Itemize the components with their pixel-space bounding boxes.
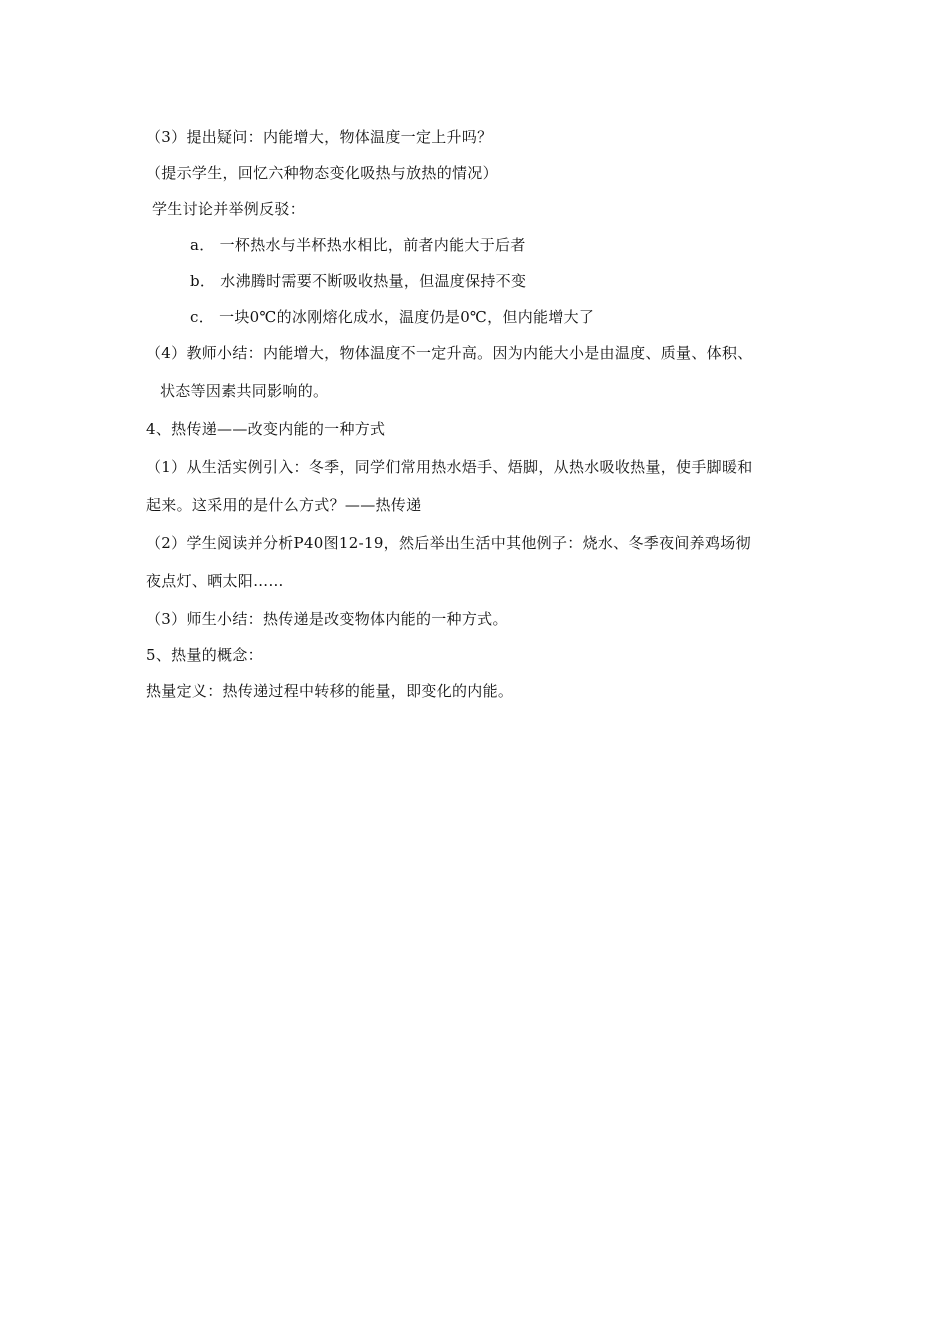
example-b: b． 水沸腾时需要不断吸收热量，但温度保持不变 bbox=[190, 272, 527, 290]
example-a: a． 一杯热水与半杯热水相比，前者内能大于后者 bbox=[190, 236, 526, 254]
heat-definition: 热量定义：热传递过程中转移的能量，即变化的内能。 bbox=[146, 682, 514, 700]
item-1: （1）从生活实例引入：冬季，同学们常用热水焐手、焐脚，从热水吸收热量，使手脚暖和 bbox=[146, 458, 753, 476]
teacher-summary: （4）教师小结：内能增大，物体温度不一定升高。因为内能大小是由温度、质量、体积、 bbox=[146, 344, 753, 362]
item-2-cont: 夜点灯、晒太阳…… bbox=[146, 572, 284, 590]
discussion-intro: 学生讨论并举例反驳： bbox=[152, 200, 306, 218]
item-3: （3）师生小结：热传递是改变物体内能的一种方式。 bbox=[146, 610, 508, 628]
question-3: （3）提出疑问：内能增大，物体温度一定上升吗？ bbox=[146, 128, 493, 146]
example-c: c． 一块0℃的冰刚熔化成水，温度仍是0℃，但内能增大了 bbox=[190, 308, 595, 326]
teacher-summary-cont: 状态等因素共同影响的。 bbox=[160, 382, 329, 400]
section-5-heading: 5、热量的概念： bbox=[146, 646, 263, 664]
section-4-heading: 4、热传递——改变内能的一种方式 bbox=[146, 420, 386, 438]
item-2: （2）学生阅读并分析P40图12-19，然后举出生活中其他例子：烧水、冬季夜间养鸡场彻 bbox=[146, 534, 751, 552]
item-1-cont: 起来。这采用的是什么方式？——热传递 bbox=[146, 496, 422, 514]
hint-note: （提示学生，回忆六种物态变化吸热与放热的情况） bbox=[146, 164, 498, 182]
